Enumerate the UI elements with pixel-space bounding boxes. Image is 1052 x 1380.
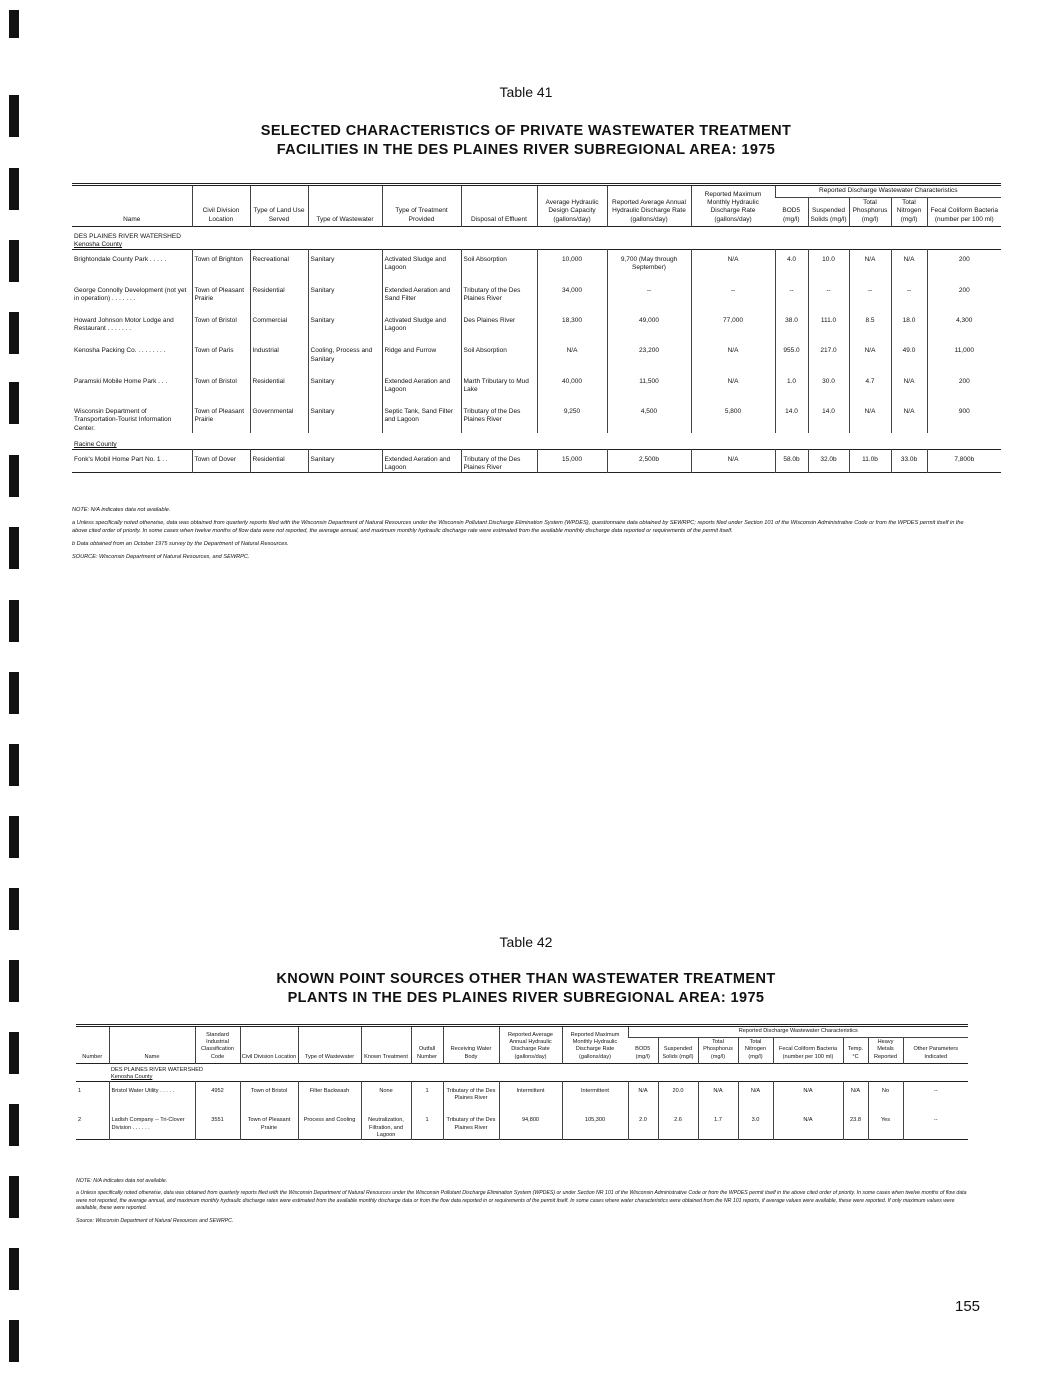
table-row xyxy=(72,273,1001,303)
table-cell: 955.0 xyxy=(775,333,808,363)
table-cell: N/A xyxy=(738,1082,773,1104)
table-cell: 111.0 xyxy=(808,303,849,333)
table-cell: Sanitary xyxy=(308,303,382,333)
col-fecal-coliform: Fecal Coliform Bacteria (number per 100 ml) xyxy=(927,198,1001,227)
table-cell: 3551 xyxy=(195,1103,240,1139)
table-cell: N/A xyxy=(891,394,927,433)
table-cell: 7,800b xyxy=(927,450,1001,473)
table-cell: 30.0 xyxy=(808,364,849,394)
col-land-use: Type of Land Use Served xyxy=(250,185,308,227)
table-cell: -- xyxy=(775,273,808,303)
col-treatment: Known Treatment xyxy=(361,1026,411,1064)
table-cell: 4952 xyxy=(195,1082,240,1104)
table-cell: 105,300 xyxy=(562,1103,628,1139)
table-cell: Town of Brighton xyxy=(192,250,250,273)
table-cell: Recreational xyxy=(250,250,308,273)
table-cell: Extended Aeration and Sand Filter xyxy=(382,273,461,303)
table-cell: Town of Paris xyxy=(192,333,250,363)
table-cell: 77,000 xyxy=(691,303,775,333)
table-cell: -- xyxy=(891,273,927,303)
table-cell: 1.0 xyxy=(775,364,808,394)
table-cell: Ridge and Furrow xyxy=(382,333,461,363)
table-cell: Process and Cooling xyxy=(298,1103,361,1139)
table-cell: N/A xyxy=(843,1082,868,1104)
table-cell: N/A xyxy=(773,1082,843,1104)
table-cell: N/A xyxy=(849,394,891,433)
col-average-discharge: Reported Average Annual Hydraulic Discharge Rate (gallons/day) xyxy=(499,1026,562,1064)
col-phosphorus: Total Phosphorus (mg/l) xyxy=(849,198,891,227)
table-cell: Town of Pleasant Prairie xyxy=(192,394,250,433)
col-suspended-solids: Suspended Solids (mg/l) xyxy=(808,198,849,227)
table-cell: 23,200 xyxy=(607,333,691,363)
county-label: Kenosha County xyxy=(74,241,123,249)
table-cell: Tributary of the Des Plaines River xyxy=(443,1103,499,1139)
table-cell: -- xyxy=(903,1082,968,1104)
table-cell: Wisconsin Department of Transportation-Tourist Information Center. xyxy=(74,408,172,432)
table-cell: Extended Aeration and Lagoon xyxy=(382,450,461,473)
table-cell: 32.0b xyxy=(808,450,849,473)
table-cell: Town of Bristol xyxy=(192,303,250,333)
note: NOTE: N/A indicates data not available. xyxy=(72,507,171,513)
table-row xyxy=(72,394,1001,433)
table-41-notes xyxy=(72,506,976,566)
table-cell: Soil Absorption xyxy=(461,250,537,273)
col-other-parameters: Other Parameters Indicated xyxy=(903,1038,968,1064)
col-maximum-discharge: Reported Maximum Monthly Hydraulic Discharge Rate (gallons/day) xyxy=(562,1026,628,1064)
table-cell: N/A xyxy=(691,250,775,273)
table-cell: Fonk's Mobil Home Part No. 1 . . xyxy=(74,456,168,464)
table-cell: Howard Johnson Motor Lodge and Restaurant . . . . . . . xyxy=(74,317,174,333)
section-label: DES PLAINES RIVER WATERSHED xyxy=(74,232,181,240)
table-cell: N/A xyxy=(773,1103,843,1139)
table-cell: -- xyxy=(849,273,891,303)
page-number: 155 xyxy=(955,1298,981,1315)
table-cell: N/A xyxy=(891,250,927,273)
note: NOTE: N/A indicates data not available. xyxy=(76,1178,168,1184)
group-header: Reported Discharge Wastewater Characteristics xyxy=(775,185,1001,198)
table-cell: 900 xyxy=(927,394,1001,433)
table-cell: Filter Backwash xyxy=(298,1082,361,1104)
table-cell: 4,300 xyxy=(927,303,1001,333)
table-cell: Tributary of the Des Plaines River xyxy=(461,273,537,303)
table-cell: Sanitary xyxy=(308,450,382,473)
col-heavy-metals: Heavy Metals Reported xyxy=(868,1038,903,1064)
table-cell: 18.0 xyxy=(891,303,927,333)
col-suspended-solids: Suspended Solids (mg/l) xyxy=(658,1038,698,1064)
col-outfall: Outfall Number xyxy=(411,1026,443,1064)
table-cell: Tributary of the Des Plaines River xyxy=(461,394,537,433)
table-cell: 40,000 xyxy=(537,364,607,394)
table-42-caption: Table 42 xyxy=(499,934,553,950)
table-cell: Neutralization, Filtration, and Lagoon xyxy=(361,1103,411,1139)
table-row xyxy=(76,1082,968,1104)
table-cell: 11.0b xyxy=(849,450,891,473)
col-design-capacity: Average Hydraulic Design Capacity (gallons/day) xyxy=(537,185,607,227)
table-cell: Town of Pleasant Prairie xyxy=(192,273,250,303)
table-cell: Ladish Company -- Tri-Clover Division . . . . . . xyxy=(109,1103,195,1139)
col-maximum-discharge: Reported Maximum Monthly Hydraulic Discharge Rate (gallons/day) xyxy=(691,185,775,227)
table-cell: 5,800 xyxy=(691,394,775,433)
table-cell: Sanitary xyxy=(308,364,382,394)
table-cell: Cooling, Process and Sanitary xyxy=(308,333,382,363)
table-cell: 4.0 xyxy=(775,250,808,273)
table-cell: N/A xyxy=(691,364,775,394)
table-cell: Town of Dover xyxy=(192,450,250,473)
table-cell: Kenosha Packing Co. . . . . . . . . xyxy=(74,347,166,355)
col-civil-division: Civil Division Location xyxy=(240,1026,298,1064)
table-cell: No xyxy=(868,1082,903,1104)
table-cell: 14.0 xyxy=(775,394,808,433)
table-cell: 4.7 xyxy=(849,364,891,394)
table-cell: George Connolly Development (not yet in operation) . . . . . . . xyxy=(74,286,187,302)
table-cell: Bristol Water Utility . . . . . xyxy=(109,1082,195,1104)
table-cell: N/A xyxy=(691,450,775,473)
table-cell: 3.0 xyxy=(738,1103,773,1139)
table-cell: 2,500b xyxy=(607,450,691,473)
table-row xyxy=(72,333,1001,363)
table-cell: Paramski Mobile Home Park . . . xyxy=(74,377,168,385)
table-cell: 2 xyxy=(78,1117,82,1124)
table-cell: 20.0 xyxy=(658,1082,698,1104)
col-bod: BOD5 (mg/l) xyxy=(635,1046,651,1060)
table-cell: 200 xyxy=(927,250,1001,273)
table-cell: 38.0 xyxy=(775,303,808,333)
table-cell: 23.8 xyxy=(843,1103,868,1139)
table-cell: Residential xyxy=(250,364,308,394)
table-cell: Commercial xyxy=(250,303,308,333)
table-cell: 18,300 xyxy=(537,303,607,333)
table-cell: 217.0 xyxy=(808,333,849,363)
footnote-b: b Data obtained from an October 1975 survey by the Department of Natural Resources. xyxy=(72,541,289,547)
county-label: Racine County xyxy=(74,440,117,448)
table-cell: Marth Tributary to Mud Lake xyxy=(461,364,537,394)
table-41-title: SELECTED CHARACTERISTICS OF PRIVATE WASTEWATER TREATMENT FACILITIES IN THE DES PLAINES RIVER SUBREGIONAL AREA: 1975 xyxy=(260,123,792,158)
table-cell: -- xyxy=(607,273,691,303)
table-row xyxy=(72,250,1001,273)
col-fecal-coliform: Fecal Coliform Bacteria (number per 100 ml) xyxy=(773,1038,843,1064)
table-cell: 9,250 xyxy=(537,394,607,433)
table-row xyxy=(72,450,1001,473)
table-cell: N/A xyxy=(628,1082,658,1104)
table-cell: 2.0 xyxy=(628,1103,658,1139)
table-cell: Residential xyxy=(250,450,308,473)
table-cell: Governmental xyxy=(250,394,308,433)
table-cell: Residential xyxy=(250,273,308,303)
table-cell: Town of Pleasant Prairie xyxy=(240,1103,298,1139)
col-civil-division: Civil Division Location xyxy=(192,185,250,227)
table-cell: 9,700 (May through September) xyxy=(607,250,691,273)
table-42-notes xyxy=(76,1178,968,1230)
table-cell: 49.0 xyxy=(891,333,927,363)
col-nitrogen: Total Nitrogen (mg/l) xyxy=(738,1038,773,1064)
col-number: Number xyxy=(82,1053,103,1060)
table-cell: 34,000 xyxy=(537,273,607,303)
table-cell: Tributary of the Des Plaines River xyxy=(443,1082,499,1104)
table-42-title: KNOWN POINT SOURCES OTHER THAN WASTEWATER TREATMENT PLANTS IN THE DES PLAINES RIVER SUBREGIONAL AREA: 1975 xyxy=(276,971,776,1006)
table-cell: 4,500 xyxy=(607,394,691,433)
col-nitrogen: Total Nitrogen (mg/l) xyxy=(891,198,927,227)
table-cell: 1 xyxy=(78,1088,82,1095)
table-cell: Tributary of the Des Plaines River xyxy=(461,450,537,473)
col-temperature: Temp. °C xyxy=(843,1038,868,1064)
table-cell: N/A xyxy=(849,250,891,273)
table-cell: 11,000 xyxy=(927,333,1001,363)
table-cell: 1 xyxy=(411,1082,443,1104)
table-cell: Town of Bristol xyxy=(240,1082,298,1104)
table-cell: 14.0 xyxy=(808,394,849,433)
col-receiving-water: Receiving Water Body xyxy=(443,1026,499,1064)
table-cell: N/A xyxy=(691,333,775,363)
table-cell: Sanitary xyxy=(308,394,382,433)
table-cell: N/A xyxy=(698,1082,738,1104)
table-cell: -- xyxy=(691,273,775,303)
table-cell: Industrial xyxy=(250,333,308,363)
table-cell: 94,800 xyxy=(499,1103,562,1139)
source: SOURCE: Wisconsin Department of Natural Resources, and SEWRPC. xyxy=(72,554,250,560)
table-cell: 1 xyxy=(411,1103,443,1139)
table-row xyxy=(72,364,1001,394)
table-cell: Septic Tank, Sand Filter and Lagoon xyxy=(382,394,461,433)
col-disposal: Disposal of Effluent xyxy=(461,185,537,227)
table-cell: 2.6 xyxy=(658,1103,698,1139)
col-bod: BOD5 (mg/l) xyxy=(782,207,801,223)
table-cell: 10,000 xyxy=(537,250,607,273)
table-cell: Soil Absorption xyxy=(461,333,537,363)
table-cell: 8.5 xyxy=(849,303,891,333)
table-cell: 200 xyxy=(927,364,1001,394)
table-cell: None xyxy=(361,1082,411,1104)
table-cell: Activated Sludge and Lagoon xyxy=(382,250,461,273)
table-row xyxy=(76,1103,968,1139)
table-cell: 1.7 xyxy=(698,1103,738,1139)
group-header: Reported Discharge Wastewater Characteristics xyxy=(628,1026,968,1038)
table-41-caption: Table 41 xyxy=(499,84,553,100)
table-cell: Intermittent xyxy=(562,1082,628,1104)
footnote-a: a Unless specifically noted otherwise, data was obtained from quarterly reports filed with the Wisconsin Department of Natural Resources under the Wisconsin Pollutant Discharge Elimination System (WPDES) or under Section NR 101 of the Wisconsin Administrative Code or from the WPDES permit itself in the above cited order of priority. In some cases when twelve months of flow data were not reported, the average annual, and maximum monthly hydraulic discharge rates were estimated from the available monthly discharge data or from the flow data reported in or requirements of the permit itself. In some cases where water characteristics were obtained from the NR 101 reports, if average values were available, these were reported. If only maximum values were available, these were reported. xyxy=(76,1190,967,1212)
table-cell: N/A xyxy=(537,333,607,363)
table-cell: Extended Aeration and Lagoon xyxy=(382,364,461,394)
table-cell: 58.0b xyxy=(775,450,808,473)
col-sic-code: Standard Industrial Classification Code xyxy=(195,1026,240,1064)
table-cell: N/A xyxy=(891,364,927,394)
county-label: Kenosha County xyxy=(111,1074,153,1081)
table-cell: 15,000 xyxy=(537,450,607,473)
table-cell: 33.0b xyxy=(891,450,927,473)
table-41 xyxy=(72,183,1001,473)
table-cell: -- xyxy=(903,1103,968,1139)
table-cell: 10.0 xyxy=(808,250,849,273)
table-cell: N/A xyxy=(849,333,891,363)
table-row xyxy=(72,303,1001,333)
source: Source: Wisconsin Department of Natural Resources and SEWRPC. xyxy=(76,1217,234,1224)
col-name: Name xyxy=(123,215,141,223)
table-cell: 200 xyxy=(927,273,1001,303)
table-cell: Des Plaines River xyxy=(461,303,537,333)
table-cell: Intermittent xyxy=(499,1082,562,1104)
table-cell: Yes xyxy=(868,1103,903,1139)
table-cell: Town of Bristol xyxy=(192,364,250,394)
col-treatment: Type of Treatment Provided xyxy=(382,185,461,227)
table-cell: Activated Sludge and Lagoon xyxy=(382,303,461,333)
table-cell: -- xyxy=(808,273,849,303)
section-label: DES PLAINES RIVER WATERSHED xyxy=(111,1066,204,1073)
footnote-a: a Unless specifically noted otherwise, data was obtained from quarterly reports filed with the Wisconsin Department of Natural Resources under the Wisconsin Pollutant Discharge Elimination System (WPDES), questionnaire data obtained by SEWRPC; reports filed under Section 101 of the Wisconsin Administrative Code or from the WPDES permit itself in the above cited order of priority. In some cases when twelve months of flow data were not reported, the average annual, and maximum monthly hydraulic discharge rate were estimated from the available monthly discharge data reported or requirements of the permit itself. xyxy=(72,520,964,534)
table-42 xyxy=(76,1024,968,1140)
col-phosphorus: Total Phosphorus (mg/l) xyxy=(698,1038,738,1064)
table-cell: 11,500 xyxy=(607,364,691,394)
table-cell: Brightondale County Park . . . . . xyxy=(74,256,167,264)
col-wastewater: Type of Wastewater xyxy=(308,185,382,227)
table-cell: Sanitary xyxy=(308,273,382,303)
col-average-discharge: Reported Average Annual Hydraulic Discharge Rate (gallons/day) xyxy=(607,185,691,227)
table-cell: 49,000 xyxy=(607,303,691,333)
table-cell: Sanitary xyxy=(308,250,382,273)
col-name: Name xyxy=(109,1026,195,1064)
col-wastewater: Type of Wastewater xyxy=(298,1026,361,1064)
